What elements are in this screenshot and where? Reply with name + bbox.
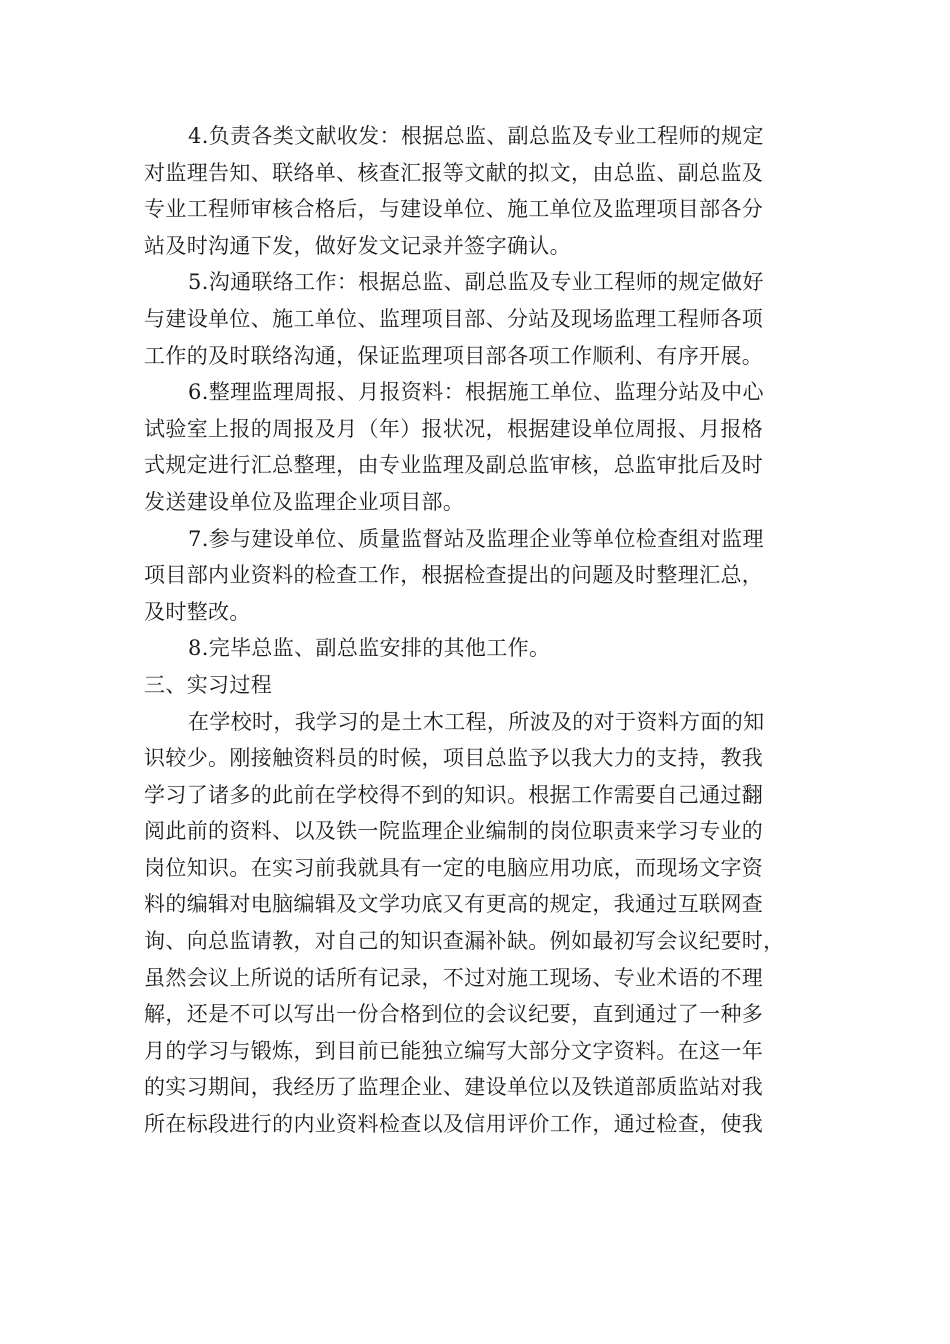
paragraph-item-8 <box>144 630 796 667</box>
text-line: 工作的及时联络沟通，保证监理项目部各项工作顺利、有序开展。 <box>144 343 764 368</box>
text-line: 所在标段进行的内业资料检查以及信用评价工作，通过检查，使我 <box>144 1112 764 1137</box>
text-line: 试验室上报的周报及月（年）报状况，根据建设单位周报、月报格 <box>144 416 764 441</box>
text-line: 7.参与建设单位、质量监督站及监理企业等单位检查组对监理 <box>188 526 764 551</box>
paragraph-internship-process <box>144 704 796 1143</box>
text-line: 专业工程师审核合格后，与建设单位、施工单位及监理项目部各分 <box>144 197 764 222</box>
text-line: 岗位知识。在实习前我就具有一定的电脑应用功底，而现场文字资 <box>144 855 764 880</box>
text-line: 在学校时，我学习的是土木工程，所波及的对于资料方面的知 <box>188 709 765 734</box>
paragraph-item-4 <box>144 118 796 264</box>
text-line: 5.沟通联络工作：根据总监、副总监及专业工程师的规定做好 <box>188 270 764 295</box>
text-line: 发送建设单位及监理企业项目部。 <box>144 489 465 514</box>
text-line: 解，还是不可以写出一份合格到位的会议纪要，直到通过了一种多 <box>144 1002 764 1027</box>
text-line: 询、向总监请教，对自己的知识查漏补缺。例如最初写会议纪要时， <box>144 929 785 954</box>
paragraph-item-6 <box>144 374 796 520</box>
text-line: 的实习期间，我经历了监理企业、建设单位以及铁道部质监站对我 <box>144 1075 764 1100</box>
text-line: 月的学习与锻炼，到目前已能独立编写大部分文字资料。在这一年 <box>144 1038 764 1063</box>
paragraph-item-5 <box>144 264 796 374</box>
section-heading: 三、实习过程 <box>144 672 273 697</box>
text-line: 料的编辑对电脑编辑及文学功底又有更高的规定，我通过互联网查 <box>144 892 764 917</box>
text-line: 学习了诸多的此前在学校得不到的知识。根据工作需要自己通过翻 <box>144 782 764 807</box>
text-line: 4.负责各类文献收发：根据总监、副总监及专业工程师的规定 <box>188 124 764 148</box>
text-line: 阅此前的资料、以及铁一院监理企业编制的岗位职责来学习专业的 <box>144 819 764 844</box>
paragraph-item-7 <box>144 521 796 631</box>
document-page <box>144 118 796 1143</box>
text-line: 项目部内业资料的检查工作，根据检查提出的问题及时整理汇总， <box>144 563 764 588</box>
text-line: 与建设单位、施工单位、监理项目部、分站及现场监理工程师各项 <box>144 306 764 331</box>
text-line: 虽然会议上所说的话所有记录，不过对施工现场、专业术语的不理 <box>144 965 764 990</box>
text-line: 识较少。刚接触资料员的时候，项目总监予以我大力的支持，教我 <box>144 746 764 771</box>
text-line: 对监理告知、联络单、核查汇报等文献的拟文，由总监、副总监及 <box>144 160 764 185</box>
text-line: 站及时沟通下发，做好发文记录并签字确认。 <box>144 233 571 258</box>
text-line: 及时整改。 <box>144 599 251 624</box>
text-line: 6.整理监理周报、月报资料：根据施工单位、监理分站及中心 <box>188 380 764 405</box>
text-line: 8.完毕总监、副总监安排的其他工作。 <box>188 636 551 661</box>
text-line: 式规定进行汇总整理，由专业监理及副总监审核，总监审批后及时 <box>144 453 764 478</box>
